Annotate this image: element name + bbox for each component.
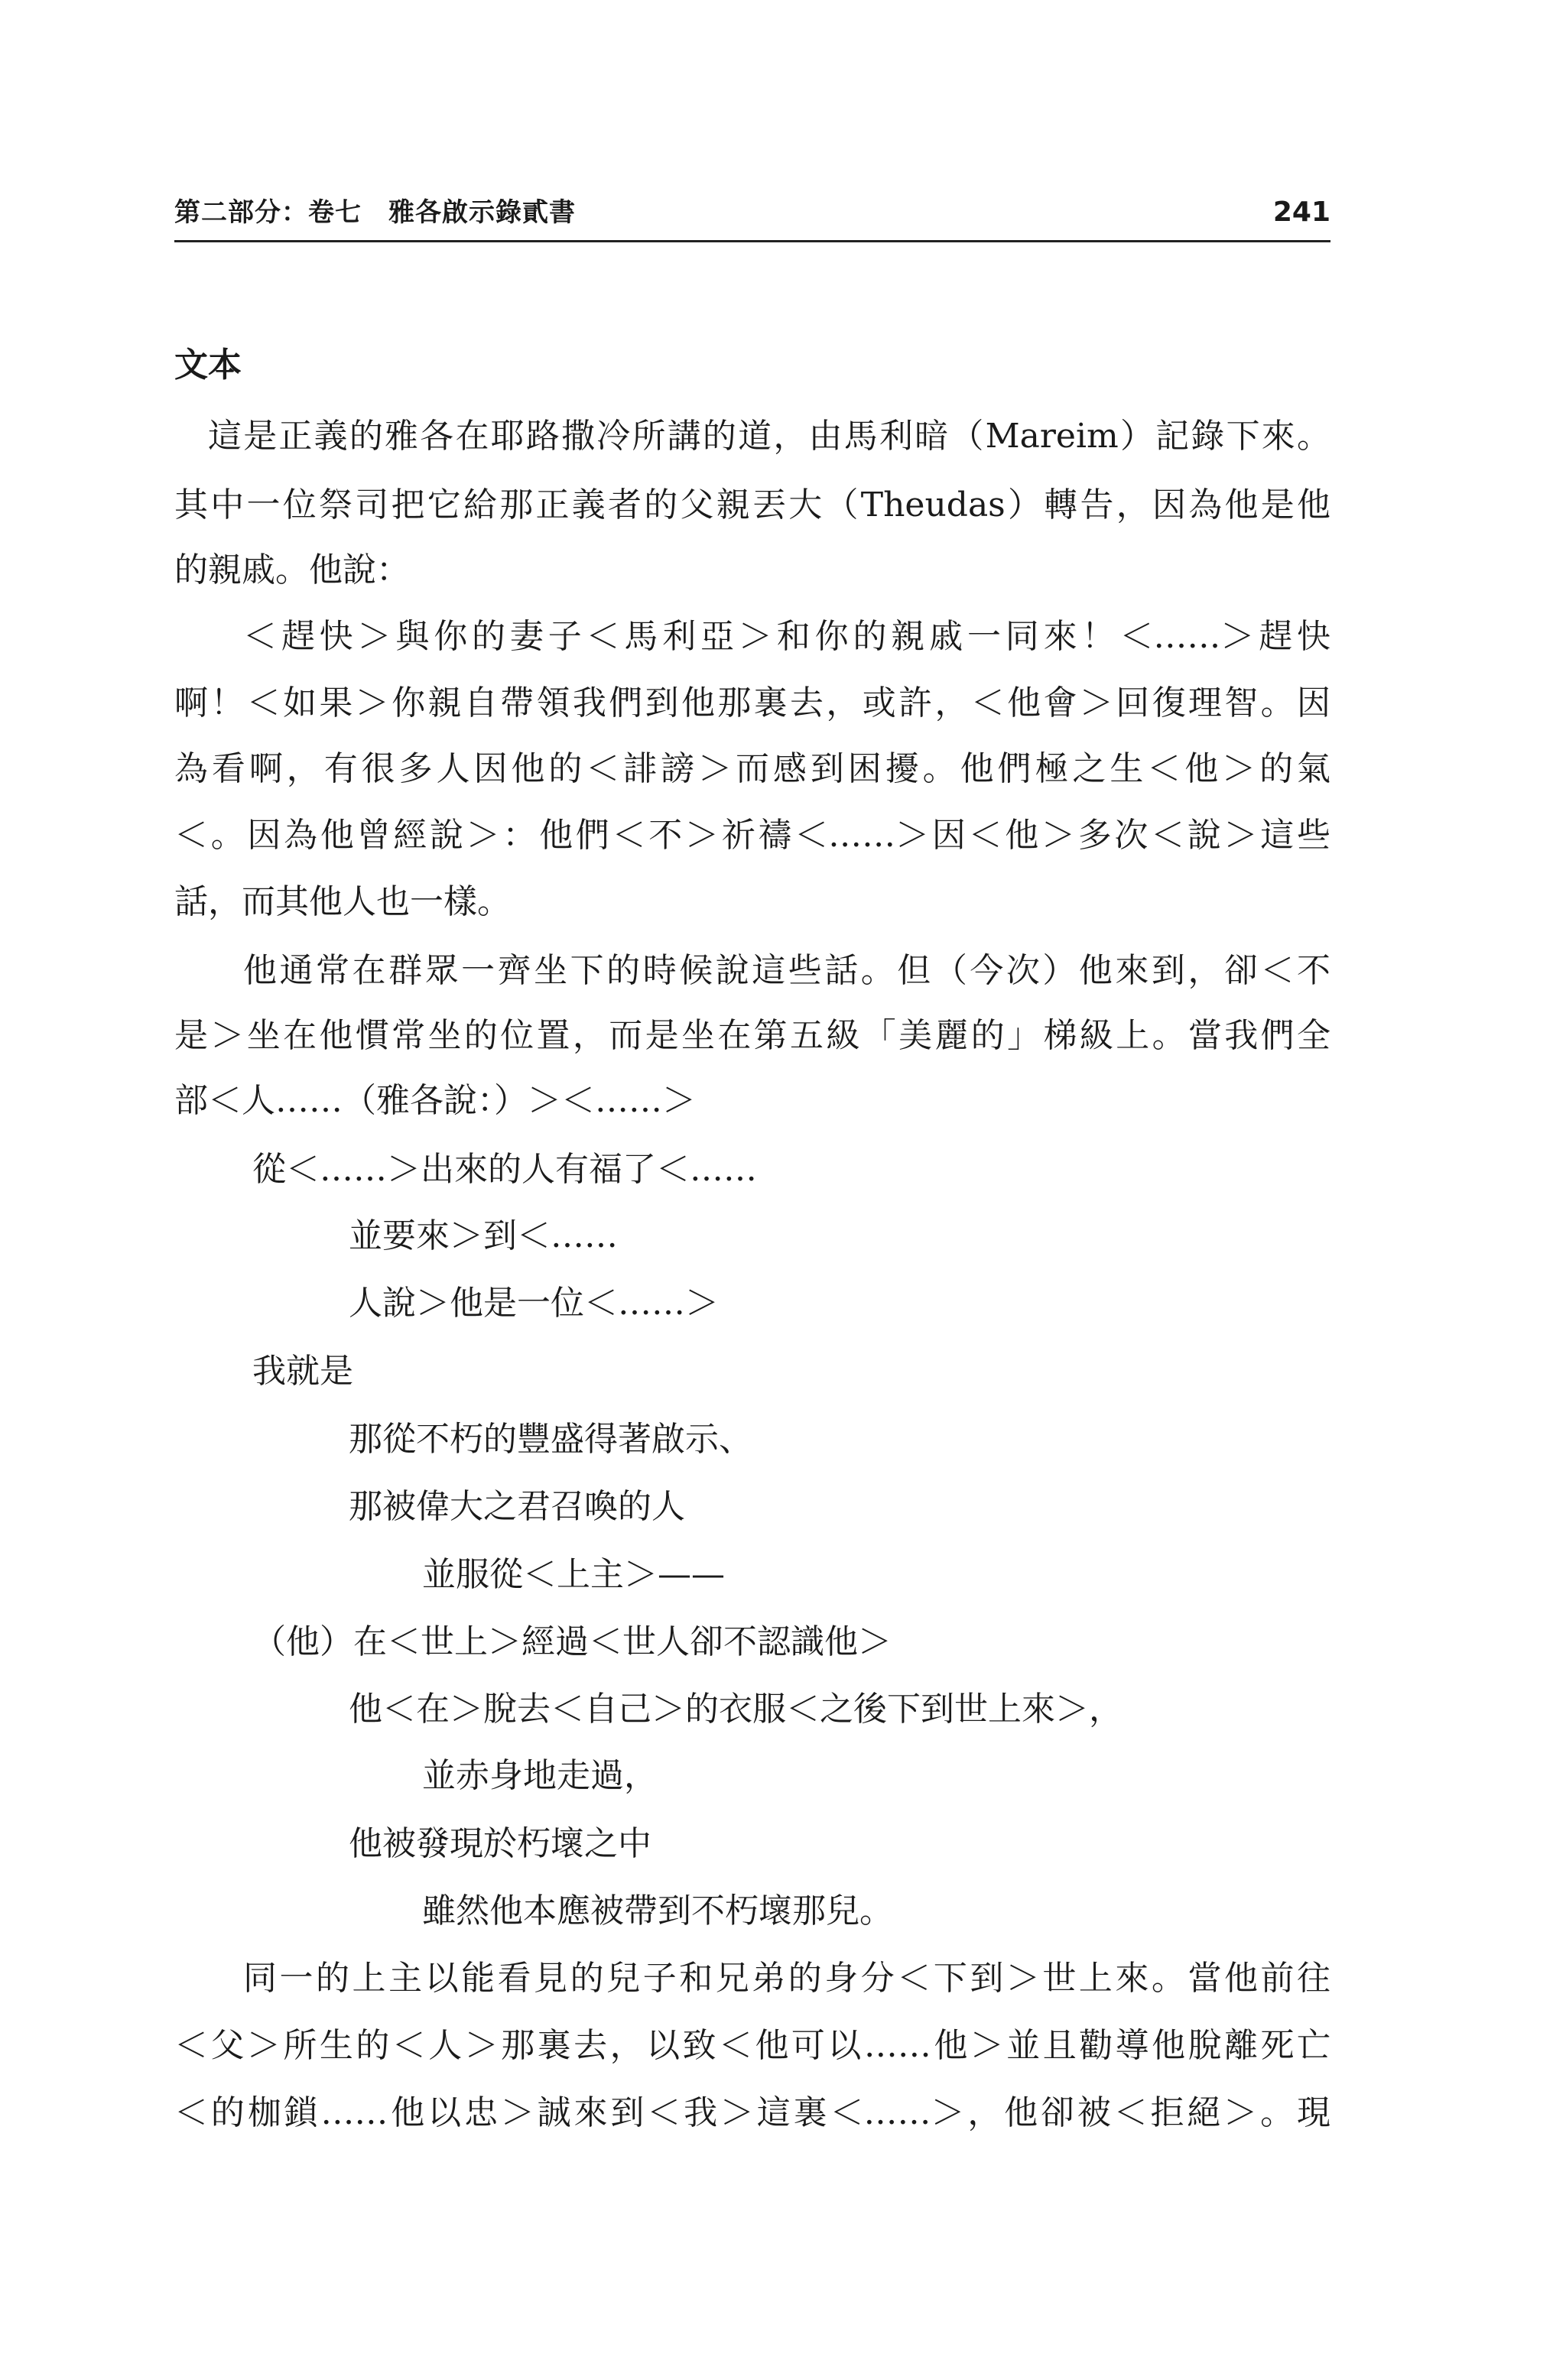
text-line: ＜的枷鎖……他以忠＞誠來到＜我＞這裏＜……＞，他卻被＜拒絕＞。現	[174, 2093, 1330, 2132]
verse-line: 他＜在＞脫去＜自己＞的衣服＜之後下到世上來＞，	[349, 1690, 1123, 1729]
running-head	[174, 197, 1330, 242]
text-line: 話，而其他人也一樣。	[174, 882, 511, 921]
page-number: 241	[1272, 196, 1330, 228]
verse-line: 並服從＜上主＞——	[422, 1555, 725, 1594]
verse-line: 並要來＞到＜……	[349, 1216, 618, 1255]
verse-line: 那從不朽的豐盛得著啟示、	[349, 1420, 752, 1459]
text-line: 啊！＜如果＞你親自帶領我們到他那裏去，或許，＜他會＞回復理智。因	[174, 683, 1330, 722]
text-line: 他通常在群眾一齊坐下的時候說這些話。但（今次）他來到，卻＜不	[243, 951, 1330, 990]
text-line: ＜。因為他曾經說＞：他們＜不＞祈禱＜……＞因＜他＞多次＜說＞這些	[174, 816, 1330, 855]
verse-line: 我就是	[252, 1352, 353, 1391]
text-line: ＜父＞所生的＜人＞那裏去，以致＜他可以……他＞並且勸導他脫離死亡	[174, 2026, 1330, 2065]
text-line: 其中一位祭司把它給那正義者的父親丟大（Theudas）轉告，因為他是他	[174, 485, 1330, 524]
text-line: 為看啊，有很多人因他的＜誹謗＞而感到困擾。他們極之生＜他＞的氣	[174, 749, 1330, 788]
text-line: 的親戚。他說：	[174, 550, 410, 589]
text-line: ＜趕快＞與你的妻子＜馬利亞＞和你的親戚一同來！＜……＞趕快	[243, 617, 1330, 656]
verse-line: （他）在＜世上＞經過＜世人卻不認識他＞	[252, 1622, 892, 1661]
verse-line: 雖然他本應被帶到不朽壞那兒。	[422, 1891, 893, 1930]
verse-line: 人說＞他是一位＜……＞	[349, 1284, 719, 1323]
text-line: 同一的上主以能看見的兒子和兄弟的身分＜下到＞世上來。當他前往	[243, 1959, 1330, 1998]
section-heading: 文本	[174, 346, 242, 385]
text-line: 部＜人……（雅各說：）＞＜……＞	[174, 1081, 696, 1120]
text-line: 是＞坐在他慣常坐的位置，而是坐在第五級「美麗的」梯級上。當我們全	[174, 1016, 1330, 1055]
verse-line: 並赤身地走過，	[422, 1756, 658, 1795]
verse-line: 他被發現於朽壞之中	[349, 1824, 651, 1863]
text-line: 這是正義的雅各在耶路撒冷所講的道，由馬利暗（Mareim）記錄下來。	[208, 417, 1330, 456]
verse-line: 從＜……＞出來的人有福了＜……	[252, 1150, 757, 1189]
running-title: 第二部分：卷七 雅各啟示錄貳書	[174, 197, 576, 228]
verse-line: 那被偉大之君召喚的人	[349, 1487, 685, 1526]
